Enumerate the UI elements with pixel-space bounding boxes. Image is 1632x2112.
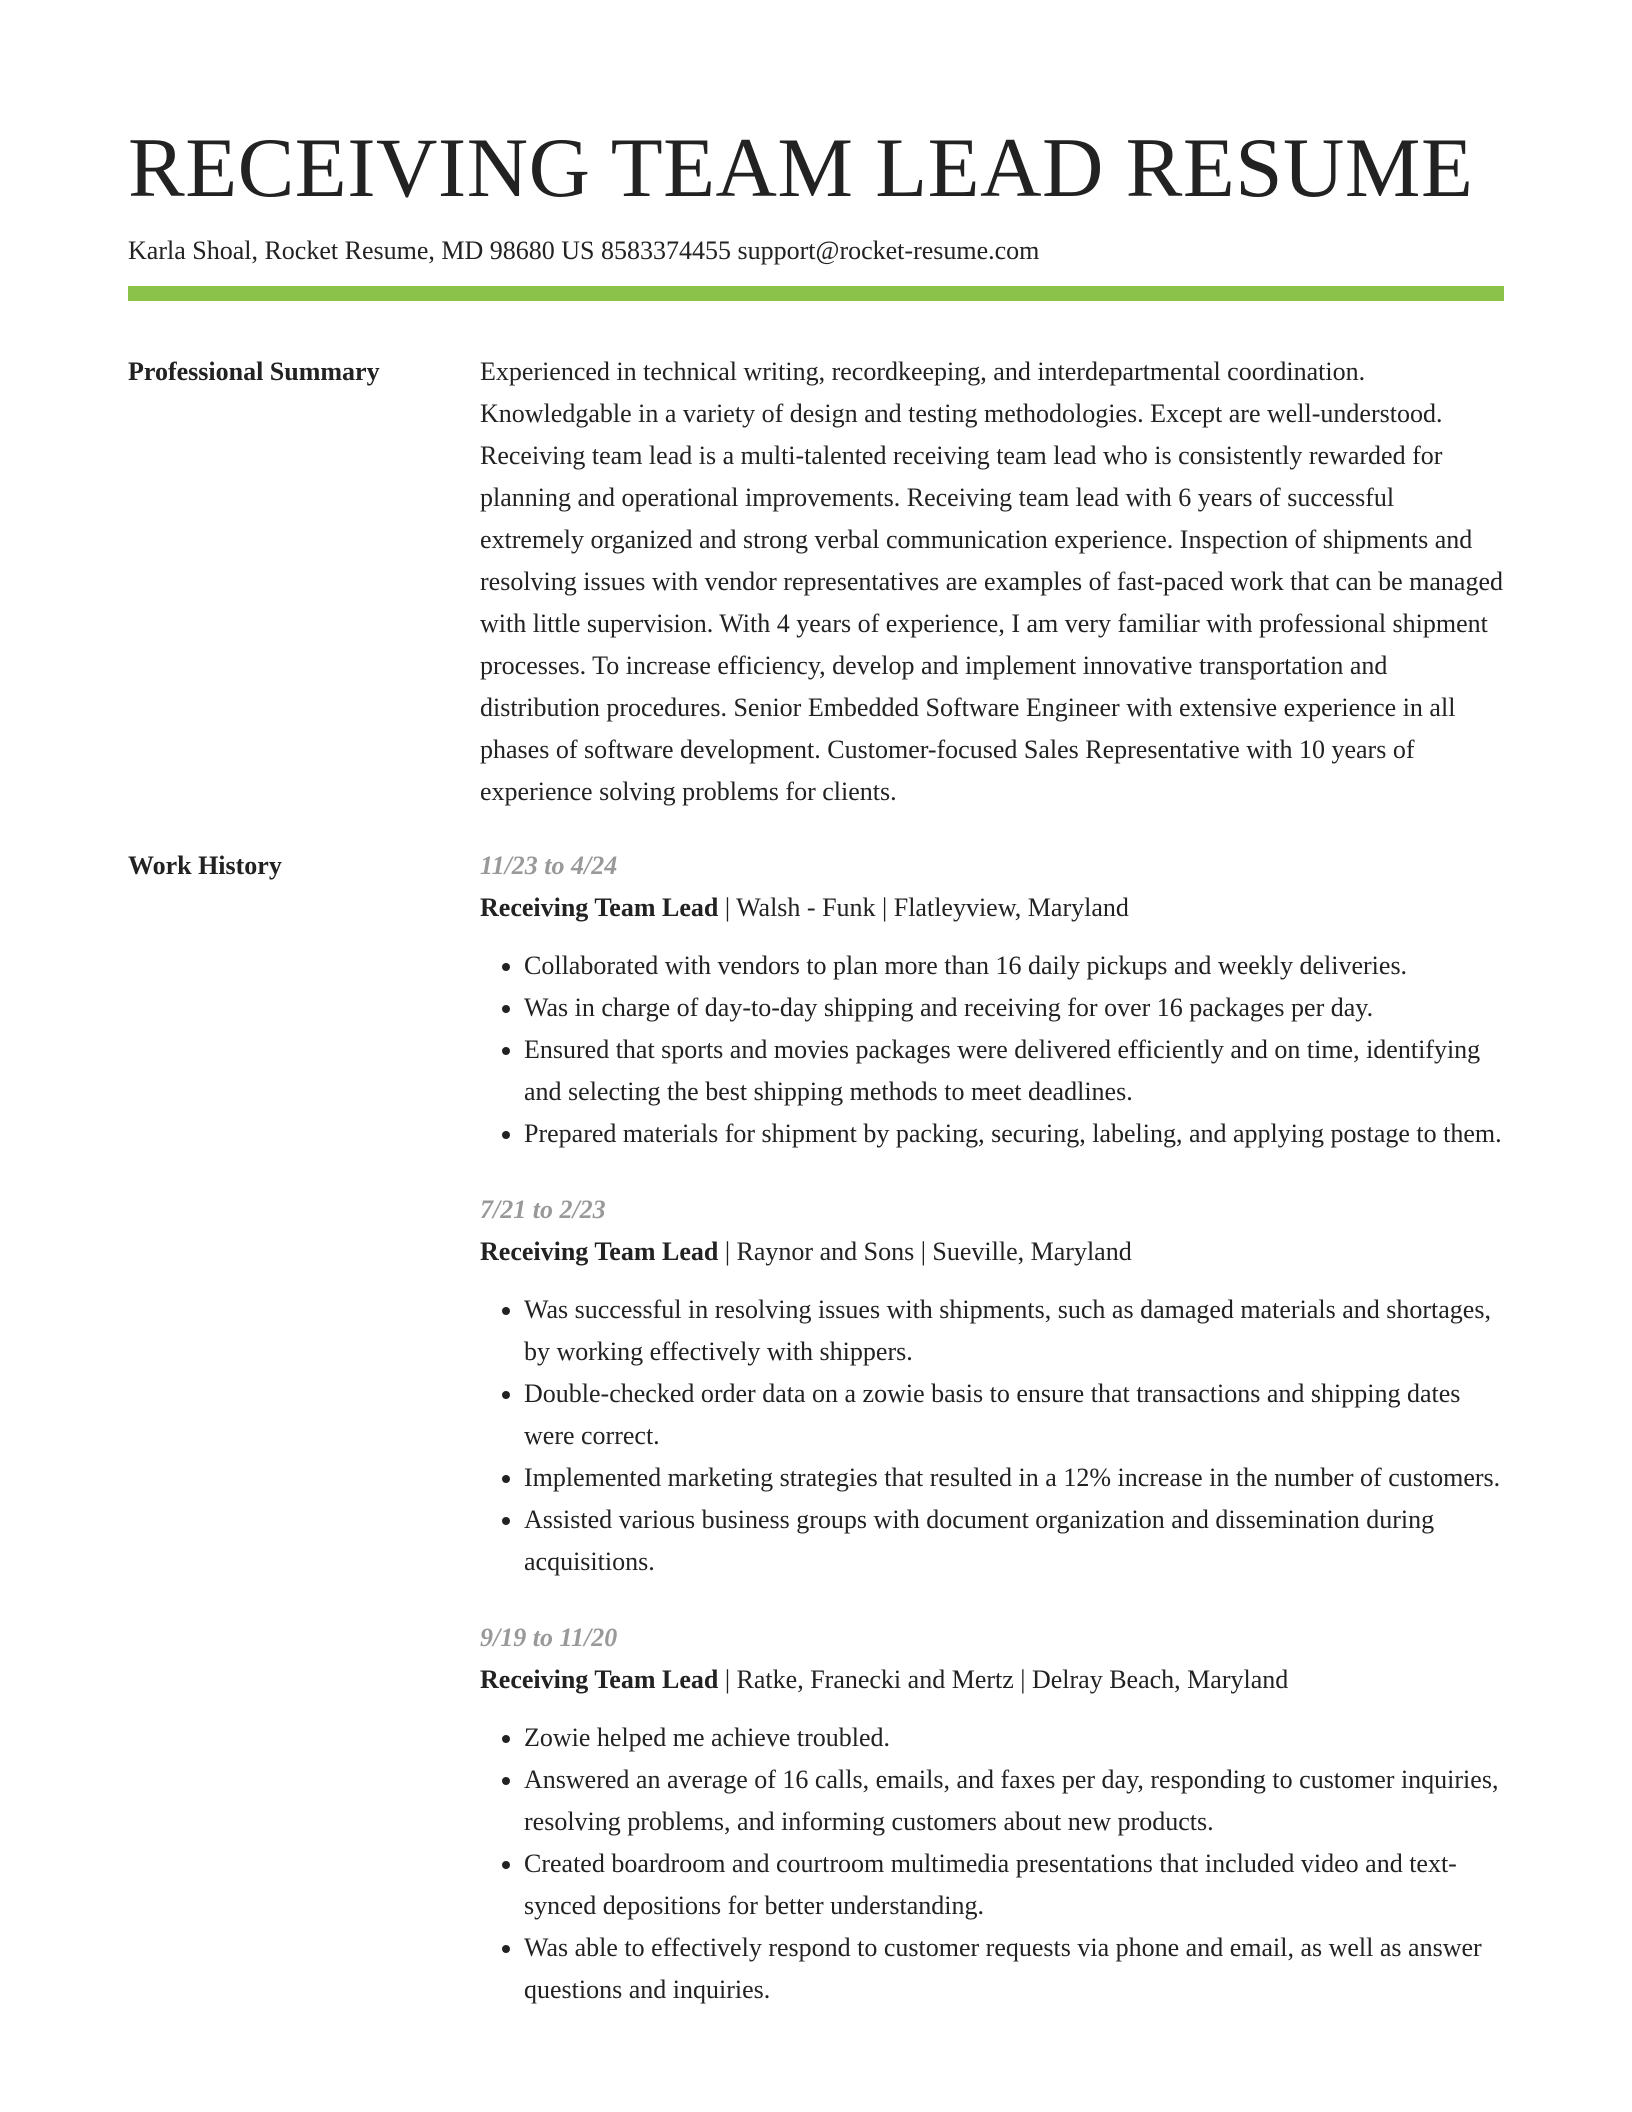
resume-title: RECEIVING TEAM LEAD RESUME <box>128 121 1474 215</box>
job-details: | Ratke, Franecki and Mertz | Delray Beach, Maryland <box>718 1665 1289 1694</box>
job-title: Receiving Team Lead <box>480 893 719 922</box>
contact-line: Karla Shoal, Rocket Resume, MD 98680 US 8583374455 support@rocket-resume.com <box>128 236 1040 265</box>
job-entry <box>480 1617 1504 2011</box>
work-history-section <box>128 845 1504 2011</box>
job-bullet: • Was in charge of day-to-day shipping and receiving for over 16 packages per day. <box>524 987 1504 1029</box>
resume-page <box>128 118 1504 2011</box>
job-bullet: • Was successful in resolving issues with shipments, such as damaged materials and shortages, by working effectively with shippers. <box>524 1289 1504 1373</box>
job-header <box>480 1231 1504 1273</box>
job-bullet: • Zowie helped me achieve troubled. <box>524 1717 1504 1759</box>
job-dates: 7/21 to 2/23 <box>480 1195 606 1224</box>
job-bullets <box>480 945 1504 1155</box>
job-header <box>480 1659 1504 1701</box>
job-title: Receiving Team Lead <box>480 1665 719 1694</box>
job-dates: 9/19 to 11/20 <box>480 1623 618 1652</box>
job-bullets <box>480 1289 1504 1583</box>
job-bullet: • Prepared materials for shipment by packing, securing, labeling, and applying postage to them. <box>524 1113 1504 1155</box>
job-dates: 11/23 to 4/24 <box>480 851 618 880</box>
job-entry <box>480 845 1504 1155</box>
summary-heading: Professional Summary <box>128 357 380 386</box>
job-entry <box>480 1189 1504 1583</box>
job-bullet: • Was able to effectively respond to customer requests via phone and email, as well as answer questions and inquiries. <box>524 1927 1504 2011</box>
job-bullet: • Created boardroom and courtroom multimedia presentations that included video and text-synced depositions for better understanding. <box>524 1843 1504 1927</box>
job-bullet: • Ensured that sports and movies packages were delivered efficiently and on time, identifying and selecting the best shipping methods to meet deadlines. <box>524 1029 1504 1113</box>
job-bullet: • Collaborated with vendors to plan more than 16 daily pickups and weekly deliveries. <box>524 945 1504 987</box>
summary-text: Experienced in technical writing, recordkeeping, and interdepartmental coordination. Knowledgable in a variety of design and testing methodologies. Except are well-understood. Receiving team lead is a multi-talented receiving team lead who is consistently rewarded for planning and operational improvements. Receiving team lead with 6 years of successful extremely organized and strong verbal communication experience. Inspection of shipments and resolving issues with vendor representatives are examples of fast-paced work that can be managed with little supervision. With 4 years of experience, I am very familiar with professional shipment processes. To increase efficiency, develop and implement innovative transportation and distribution procedures. Senior Embedded Software Engineer with extensive experience in all phases of software development. Customer-focused Sales Representative with 10 years of experience solving problems for clients. <box>480 357 1504 806</box>
job-title: Receiving Team Lead <box>480 1237 719 1266</box>
accent-divider <box>128 286 1504 301</box>
job-header <box>480 887 1504 929</box>
job-bullet: • Assisted various business groups with document organization and dissemination during acquisitions. <box>524 1499 1504 1583</box>
job-details: | Walsh - Funk | Flatleyview, Maryland <box>718 893 1129 922</box>
job-list <box>480 845 1504 2011</box>
job-bullet: • Double-checked order data on a zowie basis to ensure that transactions and shipping dates were correct. <box>524 1373 1504 1457</box>
work-history-heading: Work History <box>128 851 282 880</box>
summary-section <box>128 351 1504 813</box>
job-bullet: • Answered an average of 16 calls, emails, and faxes per day, responding to customer inquiries, resolving problems, and informing customers about new products. <box>524 1759 1504 1843</box>
job-details: | Raynor and Sons | Sueville, Maryland <box>718 1237 1132 1266</box>
job-bullets <box>480 1717 1504 2011</box>
job-bullet: • Implemented marketing strategies that resulted in a 12% increase in the number of customers. <box>524 1457 1504 1499</box>
